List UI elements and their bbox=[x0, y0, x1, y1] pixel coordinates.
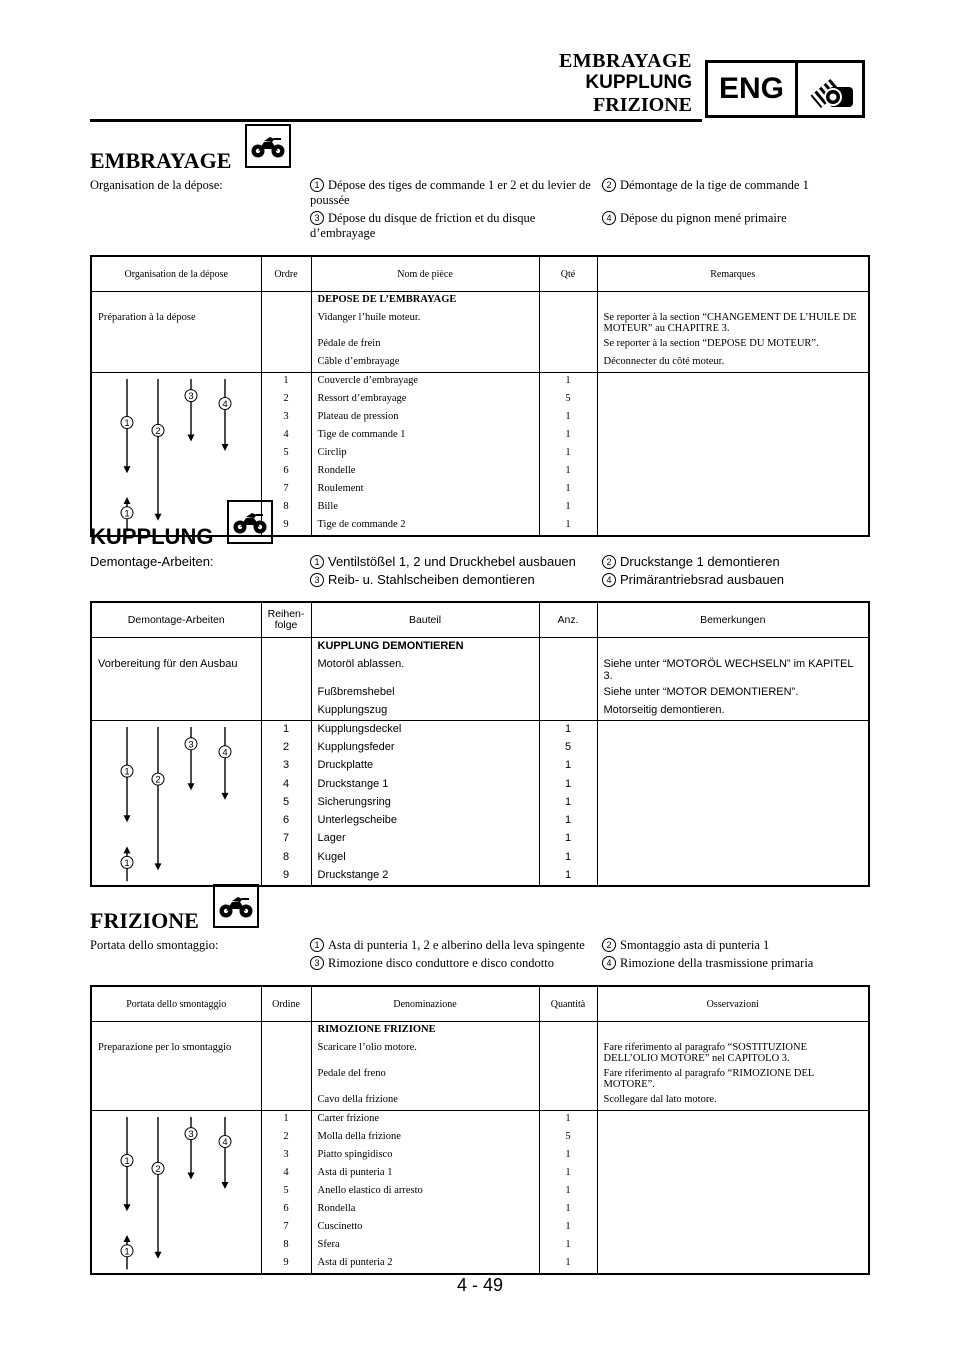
step-number: 4 bbox=[602, 573, 616, 587]
table-row bbox=[91, 1111, 869, 1130]
svg-text:2: 2 bbox=[155, 774, 161, 786]
part-name: Druckplatte bbox=[311, 757, 539, 775]
prep-item: Kupplungszug bbox=[311, 702, 539, 721]
organisation-step bbox=[310, 938, 602, 953]
part-order: 3 bbox=[261, 409, 311, 427]
part-name: Plateau de pression bbox=[311, 409, 539, 427]
part-name: Molla della frizione bbox=[311, 1129, 539, 1147]
part-qty: 1 bbox=[539, 849, 597, 867]
step-text: Asta di punteria 1, 2 e alberino della leva spingente bbox=[328, 938, 585, 952]
part-order: 7 bbox=[261, 481, 311, 499]
prep-item: Pedale del freno bbox=[311, 1066, 539, 1092]
part-order: 3 bbox=[261, 757, 311, 775]
section-title-row bbox=[90, 886, 868, 934]
prep-item: Scaricare l’olio motore. bbox=[311, 1040, 539, 1066]
table-row bbox=[91, 1066, 869, 1092]
organisation-step bbox=[310, 554, 602, 569]
part-name: Druckstange 1 bbox=[311, 776, 539, 794]
part-name: Sfera bbox=[311, 1237, 539, 1255]
part-qty: 1 bbox=[539, 409, 597, 427]
table-header-row bbox=[91, 256, 869, 292]
part-order: 8 bbox=[261, 499, 311, 517]
prep-title: DEPOSE DE L’EMBRAYAGE bbox=[311, 292, 539, 311]
table-row bbox=[91, 1092, 869, 1111]
step-number: 3 bbox=[310, 211, 324, 225]
svg-text:3: 3 bbox=[188, 391, 194, 403]
part-name: Ressort d’embrayage bbox=[311, 391, 539, 409]
disassembly-organisation bbox=[90, 554, 868, 587]
parts-table bbox=[90, 601, 870, 887]
part-name: Rondella bbox=[311, 1201, 539, 1219]
motorcycle-icon bbox=[227, 500, 273, 544]
section-title-row bbox=[90, 126, 868, 174]
part-qty: 1 bbox=[539, 1237, 597, 1255]
svg-text:4: 4 bbox=[222, 399, 228, 410]
part-name: Carter frizione bbox=[311, 1111, 539, 1130]
disassembly-organisation bbox=[90, 178, 868, 241]
part-qty: 1 bbox=[539, 517, 597, 536]
part-order: 4 bbox=[261, 427, 311, 445]
svg-text:1: 1 bbox=[124, 766, 130, 778]
table-header-row bbox=[91, 602, 869, 638]
svg-text:1: 1 bbox=[124, 857, 130, 869]
organisation-step bbox=[602, 938, 852, 953]
part-qty: 1 bbox=[539, 757, 597, 775]
step-text: Rimozione disco conduttore e disco condotto bbox=[328, 956, 554, 970]
step-number: 4 bbox=[602, 211, 616, 225]
svg-text:4: 4 bbox=[222, 747, 228, 759]
organisation-label: Organisation de la dépose: bbox=[90, 178, 223, 192]
disassembly-diagram bbox=[91, 1111, 261, 1275]
part-order: 9 bbox=[261, 867, 311, 886]
prep-item: Vidanger l’huile moteur. bbox=[311, 310, 539, 336]
section-title: FRIZIONE bbox=[90, 908, 199, 933]
svg-text:1: 1 bbox=[124, 1246, 130, 1258]
header-title-fr: EMBRAYAGE bbox=[558, 50, 692, 72]
part-order: 2 bbox=[261, 1129, 311, 1147]
table-row bbox=[91, 310, 869, 336]
part-order: 6 bbox=[261, 812, 311, 830]
table-row bbox=[91, 638, 869, 657]
column-header: Nom de pièce bbox=[311, 256, 539, 292]
column-header: Ordine bbox=[261, 986, 311, 1022]
step-text: Dépose du disque de friction et du disque d’embrayage bbox=[310, 211, 536, 240]
step-number: 1 bbox=[310, 938, 324, 952]
part-order: 7 bbox=[261, 830, 311, 848]
part-qty: 1 bbox=[539, 1183, 597, 1201]
step-number: 4 bbox=[602, 956, 616, 970]
motorcycle-icon bbox=[245, 124, 291, 168]
step-text: Démontage de la tige de commande 1 bbox=[620, 178, 809, 192]
part-name: Circlip bbox=[311, 445, 539, 463]
part-order: 1 bbox=[261, 1111, 311, 1130]
organisation-step bbox=[602, 178, 852, 208]
part-order: 9 bbox=[261, 1255, 311, 1274]
column-header: Demontage-Arbeiten bbox=[91, 602, 261, 638]
step-text: Ventilstößel 1, 2 und Druckhebel ausbauen bbox=[328, 554, 576, 569]
prep-remark: Fare riferimento al paragrafo “RIMOZIONE DEL MOTORE”. bbox=[603, 1068, 814, 1090]
header-titles bbox=[559, 50, 692, 116]
part-name: Piatto spingidisco bbox=[311, 1147, 539, 1165]
step-text: Reib- u. Stahlscheiben demontieren bbox=[328, 572, 535, 587]
column-header: Portata dello smontaggio bbox=[91, 986, 261, 1022]
step-text: Rimozione della trasmissione primaria bbox=[620, 956, 814, 970]
step-text: Dépose des tiges de commande 1 er 2 et du levier de poussée bbox=[310, 178, 591, 207]
part-qty: 1 bbox=[539, 499, 597, 517]
prep-item: Câble d’embrayage bbox=[311, 354, 539, 373]
prep-remark: Siehe unter “MOTORÖL WECHSELN” im KAPITEL 3. bbox=[603, 658, 854, 682]
prep-remark: Se reporter à la section “DEPOSE DU MOTEUR”. bbox=[603, 338, 819, 349]
part-qty: 1 bbox=[539, 721, 597, 740]
part-name: Tige de commande 1 bbox=[311, 427, 539, 445]
part-qty: 5 bbox=[539, 1129, 597, 1147]
column-header: Osservazioni bbox=[597, 986, 869, 1022]
organisation-step bbox=[310, 178, 602, 208]
header-rule bbox=[90, 119, 702, 122]
part-name: Kupplungsdeckel bbox=[311, 721, 539, 740]
prep-item: Cavo della frizione bbox=[311, 1092, 539, 1111]
step-text: Smontaggio asta di punteria 1 bbox=[620, 938, 770, 952]
part-name: Kupplungsfeder bbox=[311, 739, 539, 757]
header-title-de: KUPPLUNG bbox=[585, 72, 692, 93]
organisation-step bbox=[310, 572, 602, 587]
part-qty: 1 bbox=[539, 1111, 597, 1130]
part-qty: 1 bbox=[539, 794, 597, 812]
svg-text:4: 4 bbox=[222, 1137, 228, 1148]
disassembly-organisation bbox=[90, 938, 868, 971]
organisation-step bbox=[310, 956, 602, 971]
part-qty: 1 bbox=[539, 1201, 597, 1219]
part-name: Sicherungsring bbox=[311, 794, 539, 812]
part-qty: 1 bbox=[539, 445, 597, 463]
column-header: Reihen-folge bbox=[261, 602, 311, 638]
table-row bbox=[91, 702, 869, 721]
prep-label: Vorbereitung für den Ausbau bbox=[91, 656, 261, 684]
part-order: 1 bbox=[261, 373, 311, 392]
section-title-row bbox=[90, 502, 868, 550]
part-qty: 1 bbox=[539, 463, 597, 481]
organisation-step bbox=[310, 211, 602, 241]
step-number: 2 bbox=[602, 938, 616, 952]
table-row bbox=[91, 373, 869, 392]
part-name: Couvercle d’embrayage bbox=[311, 373, 539, 392]
part-name: Asta di punteria 2 bbox=[311, 1255, 539, 1274]
part-order: 2 bbox=[261, 391, 311, 409]
header-title-it: FRIZIONE bbox=[593, 94, 692, 116]
section-title: EMBRAYAGE bbox=[90, 148, 232, 173]
part-qty: 1 bbox=[539, 830, 597, 848]
prep-remark: Se reporter à la section “CHANGEMENT DE L’HUILE DE MOTEUR” au CHAPITRE 3. bbox=[603, 312, 857, 334]
column-header: Anz. bbox=[539, 602, 597, 638]
part-qty: 1 bbox=[539, 776, 597, 794]
parts-table bbox=[90, 985, 870, 1275]
organisation-label: Demontage-Arbeiten: bbox=[90, 554, 214, 569]
step-number: 1 bbox=[310, 178, 324, 192]
organisation-step bbox=[602, 572, 852, 587]
column-header: Remarques bbox=[597, 256, 869, 292]
part-qty: 1 bbox=[539, 427, 597, 445]
part-name: Bille bbox=[311, 499, 539, 517]
part-name: Cuscinetto bbox=[311, 1219, 539, 1237]
svg-text:1: 1 bbox=[124, 508, 130, 520]
part-order: 3 bbox=[261, 1147, 311, 1165]
part-order: 2 bbox=[261, 739, 311, 757]
organisation-step bbox=[602, 211, 852, 241]
svg-text:1: 1 bbox=[124, 1156, 130, 1167]
part-name: Rondelle bbox=[311, 463, 539, 481]
column-header: Ordre bbox=[261, 256, 311, 292]
table-row bbox=[91, 1040, 869, 1066]
step-number: 2 bbox=[602, 555, 616, 569]
step-text: Primärantriebsrad ausbauen bbox=[620, 572, 785, 587]
column-header: Qté bbox=[539, 256, 597, 292]
prep-item: Motoröl ablassen. bbox=[311, 656, 539, 684]
part-order: 4 bbox=[261, 1165, 311, 1183]
prep-remark: Siehe unter “MOTOR DEMONTIEREN”. bbox=[603, 686, 799, 698]
table-row bbox=[91, 354, 869, 373]
table-row bbox=[91, 292, 869, 311]
step-number: 2 bbox=[602, 178, 616, 192]
organisation-step bbox=[602, 554, 852, 569]
svg-text:1: 1 bbox=[124, 418, 130, 429]
part-qty: 1 bbox=[539, 1255, 597, 1274]
part-name: Lager bbox=[311, 830, 539, 848]
part-name: Asta di punteria 1 bbox=[311, 1165, 539, 1183]
part-order: 4 bbox=[261, 776, 311, 794]
table-header-row bbox=[91, 986, 869, 1022]
parts-table bbox=[90, 255, 870, 537]
prep-item: Fußbremshebel bbox=[311, 684, 539, 702]
column-header: Quantità bbox=[539, 986, 597, 1022]
part-order: 5 bbox=[261, 1183, 311, 1201]
column-header: Bemerkungen bbox=[597, 602, 869, 638]
svg-text:2: 2 bbox=[155, 425, 161, 437]
prep-label: Preparazione per lo smontaggio bbox=[91, 1040, 261, 1066]
part-qty: 1 bbox=[539, 1219, 597, 1237]
part-order: 5 bbox=[261, 794, 311, 812]
step-number: 3 bbox=[310, 573, 324, 587]
part-order: 1 bbox=[261, 721, 311, 740]
part-order: 5 bbox=[261, 445, 311, 463]
page-number: 4 - 49 bbox=[456, 1275, 504, 1295]
part-name: Kugel bbox=[311, 849, 539, 867]
table-row bbox=[91, 656, 869, 684]
svg-text:2: 2 bbox=[155, 1163, 161, 1175]
disassembly-diagram bbox=[91, 721, 261, 887]
table-row bbox=[91, 684, 869, 702]
prep-title: KUPPLUNG DEMONTIEREN bbox=[311, 638, 539, 657]
part-name: Druckstange 2 bbox=[311, 867, 539, 886]
part-order: 6 bbox=[261, 463, 311, 481]
prep-item: Pédale de frein bbox=[311, 336, 539, 354]
part-qty: 1 bbox=[539, 1165, 597, 1183]
svg-text:3: 3 bbox=[188, 1129, 194, 1141]
part-order: 7 bbox=[261, 1219, 311, 1237]
prep-title: RIMOZIONE FRIZIONE bbox=[311, 1022, 539, 1041]
section-it bbox=[90, 886, 868, 1275]
step-text: Druckstange 1 demontieren bbox=[620, 554, 780, 569]
table-row bbox=[91, 1022, 869, 1041]
section-de bbox=[90, 502, 868, 887]
part-qty: 5 bbox=[539, 739, 597, 757]
part-qty: 1 bbox=[539, 481, 597, 499]
eng-label: ENG bbox=[708, 63, 798, 115]
part-qty: 1 bbox=[539, 867, 597, 886]
organisation-step bbox=[602, 956, 852, 971]
step-text: Dépose du pignon mené primaire bbox=[620, 211, 787, 225]
part-name: Unterlegscheibe bbox=[311, 812, 539, 830]
prep-label: Préparation à la dépose bbox=[91, 310, 261, 336]
prep-remark: Déconnecter du côté moteur. bbox=[603, 356, 725, 367]
column-header: Organisation de la dépose bbox=[91, 256, 261, 292]
prep-remark: Scollegare dal lato motore. bbox=[603, 1094, 717, 1105]
part-qty: 1 bbox=[539, 812, 597, 830]
engine-icon bbox=[798, 63, 862, 115]
eng-badge bbox=[705, 60, 865, 118]
section-fr bbox=[90, 126, 868, 537]
motorcycle-icon bbox=[213, 884, 259, 928]
column-header: Denominazione bbox=[311, 986, 539, 1022]
part-qty: 1 bbox=[539, 1147, 597, 1165]
prep-remark: Fare riferimento al paragrafo “SOSTITUZIONE DELL’OLIO MOTORE” nel CAPITOLO 3. bbox=[603, 1042, 808, 1064]
section-title: KUPPLUNG bbox=[90, 524, 214, 549]
part-order: 8 bbox=[261, 849, 311, 867]
part-order: 6 bbox=[261, 1201, 311, 1219]
part-name: Roulement bbox=[311, 481, 539, 499]
part-qty: 5 bbox=[539, 391, 597, 409]
table-row bbox=[91, 721, 869, 740]
prep-remark: Motorseitig demontieren. bbox=[603, 704, 725, 716]
column-header: Bauteil bbox=[311, 602, 539, 638]
step-number: 3 bbox=[310, 956, 324, 970]
part-qty: 1 bbox=[539, 373, 597, 392]
svg-text:3: 3 bbox=[188, 739, 194, 751]
table-row bbox=[91, 336, 869, 354]
part-order: 9 bbox=[261, 517, 311, 536]
part-name: Tige de commande 2 bbox=[311, 517, 539, 536]
part-order: 8 bbox=[261, 1237, 311, 1255]
step-number: 1 bbox=[310, 555, 324, 569]
part-name: Anello elastico di arresto bbox=[311, 1183, 539, 1201]
organisation-label: Portata dello smontaggio: bbox=[90, 938, 219, 952]
